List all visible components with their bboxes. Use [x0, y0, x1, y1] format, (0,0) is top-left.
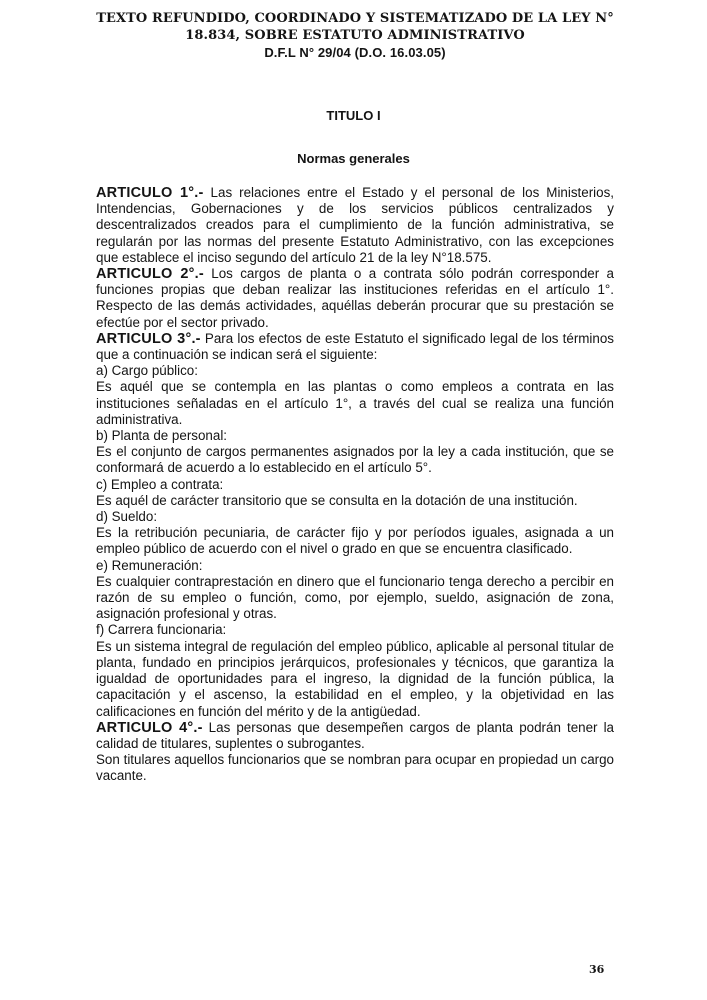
definition-b-text: Es el conjunto de cargos permanentes asignados por la ley a cada institución, que se conformará de acuerdo a lo establecido en el artículo 5°.: [96, 444, 614, 476]
article-2-label: ARTICULO 2°.-: [96, 266, 204, 283]
definition-f-text: Es un sistema integral de regulación del empleo público, aplicable al personal titular de planta, fundado en principios jerárquicos, profesionales y técnicos, que garantiza la igualdad de oportunidades para el ingreso, la dignidad de la función pública, la capacitación y el ascenso, la estabilidad en el empleo, y la objetividad en las calificaciones en función del mérito y de la antigüedad.: [96, 638, 614, 719]
definition-a-text: Es aquél que se contempla en las plantas o como empleos a contrata en las instituciones señaladas en el artículo 1°, a través del cual se realiza una función administrativa.: [96, 379, 614, 427]
section-subtitle: Normas generales: [297, 151, 410, 166]
article-1: [96, 185, 614, 266]
page-number: 36: [589, 963, 605, 976]
header-line-2: 18.834, SOBRE ESTATUTO ADMINISTRATIVO: [185, 28, 525, 43]
definition-c-label: c) Empleo a contrata:: [96, 476, 224, 492]
document-body: [96, 185, 614, 785]
header-line-1: TEXTO REFUNDIDO, COORDINADO Y SISTEMATIZADO DE LA LEY N°: [96, 11, 614, 26]
section-title: TITULO I: [326, 108, 381, 123]
article-3-text: Para los efectos de este Estatuto el significado legal de los términos que a continuación se indican será el siguiente:: [96, 330, 614, 363]
article-4-paragraph-2: Son titulares aquellos funcionarios que se nombran para ocupar en propiedad un cargo vacante.: [96, 752, 614, 784]
article-4-text: Las personas que desempeñen cargos de planta podrán tener la calidad de titulares, suplentes o subrogantes.: [96, 719, 614, 751]
definition-e-text: Es cualquier contraprestación en dinero que el funcionario tenga derecho a percibir en razón de su empleo o función, como, por ejemplo, sueldo, asignación de zona, asignación profesional y otras.: [96, 573, 614, 622]
article-1-text: Las relaciones entre el Estado y el personal de los Ministerios, Intendencias, Gobernaciones y de los servicios públicos centralizados y descentralizados creados para el cumplimiento de la función administrativa, se regularán por las normas del presente Estatuto Administrativo, con las excepciones que establece el inciso segundo del artículo 21 de la ley N°18.575.: [96, 185, 615, 265]
definition-e-label: e) Remuneración:: [96, 557, 203, 573]
article-2-text: Los cargos de planta o a contrata sólo podrán corresponder a funciones propias que deban realizar las instituciones referidas en el artículo 1°. Respecto de las demás actividades, aquéllas deberán procurar que su prestación se efectúe por el sector privado.: [96, 266, 614, 330]
definition-f-label: f) Carrera funcionaria:: [96, 622, 227, 638]
definition-c-text: Es aquél de carácter transitorio que se consulta en la dotación de una institución.: [96, 492, 578, 508]
article-3-label: ARTICULO 3°.-: [96, 330, 201, 347]
definition-b-label: b) Planta de personal:: [96, 428, 228, 444]
definition-a-label: a) Cargo público:: [96, 363, 198, 379]
article-2: [96, 266, 614, 331]
header-line-3: D.F.L N° 29/04 (D.O. 16.03.05): [264, 45, 446, 60]
article-4: [96, 720, 614, 752]
article-1-label: ARTICULO 1°.-: [96, 185, 204, 201]
definition-d-label: d) Sueldo:: [96, 509, 158, 525]
article-3: [96, 331, 614, 363]
article-4-label: ARTICULO 4°.-: [96, 719, 203, 736]
definition-d-text: Es la retribución pecuniaria, de carácter fijo y por períodos iguales, asignada a un empleo público de acuerdo con el nivel o grado en que se encuentra clasificado.: [96, 525, 614, 557]
document-header: [60, 10, 650, 61]
